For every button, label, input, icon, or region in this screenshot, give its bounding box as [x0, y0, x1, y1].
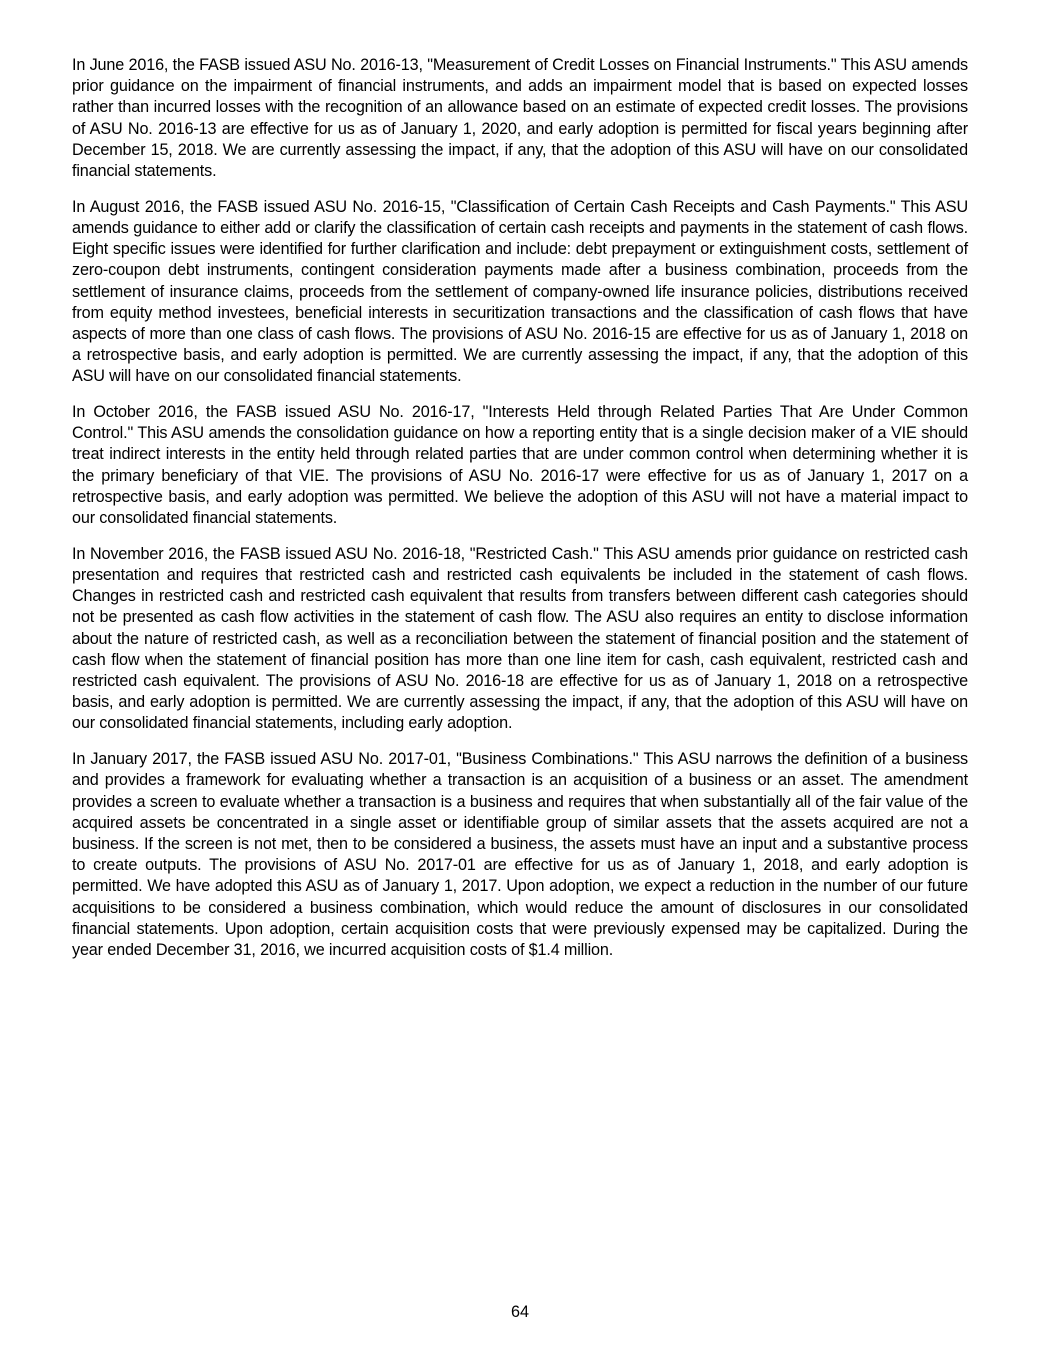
paragraph-asu-2016-17: In October 2016, the FASB issued ASU No. 2016-17, "Interests Held through Related Parties That Are Under Common Control." This ASU amends the consolidation guidance on how a reporting entity that is a single decision maker of a VIE should treat indirect interests in the entity held through related parties that are under common control when determining whether it is the primary beneficiary of that VIE. The provisions of ASU No. 2016-17 were effective for us as of January 1, 2017 on a retrospective basis, and early adoption was permitted. We believe the adoption of this ASU will not have a material impact to our consolidated financial statements. [72, 403, 968, 528]
page-number: 64 [510, 1303, 529, 1321]
paragraph-asu-2016-18: In November 2016, the FASB issued ASU No. 2016-18, "Restricted Cash." This ASU amends prior guidance on restricted cash presentation and requires that restricted cash and restricted cash equivalents be included in the statement of cash flows. Changes in restricted cash and restricted cash equivalent that results from transfers between different cash categories should not be presented as cash flow activities in the statement of cash flow. The ASU also requires an entity to disclose information about the nature of restricted cash, as well as a reconciliation between the statement of financial position and the statement of cash flow when the statement of financial position has more than one line item for cash, cash equivalent, restricted cash and restricted cash equivalent. The provisions of ASU No. 2016-18 are effective for us as of January 1, 2018 on a retrospective basis, and early adoption is permitted. We are currently assessing the impact, if any, that the adoption of this ASU will have on our consolidated financial statements, including early adoption. [72, 544, 968, 733]
paragraph-asu-2017-01: In January 2017, the FASB issued ASU No. 2017-01, "Business Combinations." This ASU narrows the definition of a business and provides a framework for evaluating whether a transaction is an acquisition of a business or an asset. The amendment provides a screen to evaluate whether a transaction is a business and requires that when substantially all of the fair value of the acquired assets be concentrated in a single asset or identifiable group of similar assets that the assets acquired are not a business. If the screen is not met, then to be considered a business, the assets must have an input and a substantive process to create outputs. The provisions of ASU No. 2017-01 are effective for us as of January 1, 2018, and early adoption is permitted. We have adopted this ASU as of January 1, 2017. Upon adoption, we expect a reduction in the number of our future acquisitions to be considered a business combination, which would reduce the amount of disclosures in our consolidated financial statements. Upon adoption, certain acquisition costs that were previously expensed may be capitalized. During the year ended December 31, 2016, we incurred acquisition costs of $1.4 million. [72, 750, 968, 959]
paragraph-asu-2016-13: In June 2016, the FASB issued ASU No. 2016-13, "Measurement of Credit Losses on Financial Instruments." This ASU amends prior guidance on the impairment of financial instruments, and adds an impairment model that is based on expected losses rather than incurred losses with the recognition of an allowance based on an estimate of expected credit losses. The provisions of ASU No. 2016-13 are effective for us as of January 1, 2020, and early adoption is permitted for fiscal years beginning after December 15, 2018. We are currently assessing the impact, if any, that the adoption of this ASU will have on our consolidated financial statements. [72, 56, 968, 181]
document-body [72, 55, 968, 976]
paragraph-asu-2016-15: In August 2016, the FASB issued ASU No. 2016-15, "Classification of Certain Cash Receipts and Cash Payments." This ASU amends guidance to either add or clarify the classification of certain cash receipts and payments in the statement of cash flows. Eight specific issues were identified for further clarification and include: debt prepayment or extinguishment costs, settlement of zero-coupon debt instruments, contingent consideration payments made after a business combination, proceeds from the settlement of insurance claims, proceeds from the settlement of company-owned life insurance policies, distributions received from equity method investees, beneficial interests in securitization transactions and the classification of cash flows that have aspects of more than one class of cash flows. The provisions of ASU No. 2016-15 are effective for us as of January 1, 2018 on a retrospective basis, and early adoption is permitted. We are currently assessing the impact, if any, that the adoption of this ASU will have on our consolidated financial statements. [72, 197, 968, 386]
